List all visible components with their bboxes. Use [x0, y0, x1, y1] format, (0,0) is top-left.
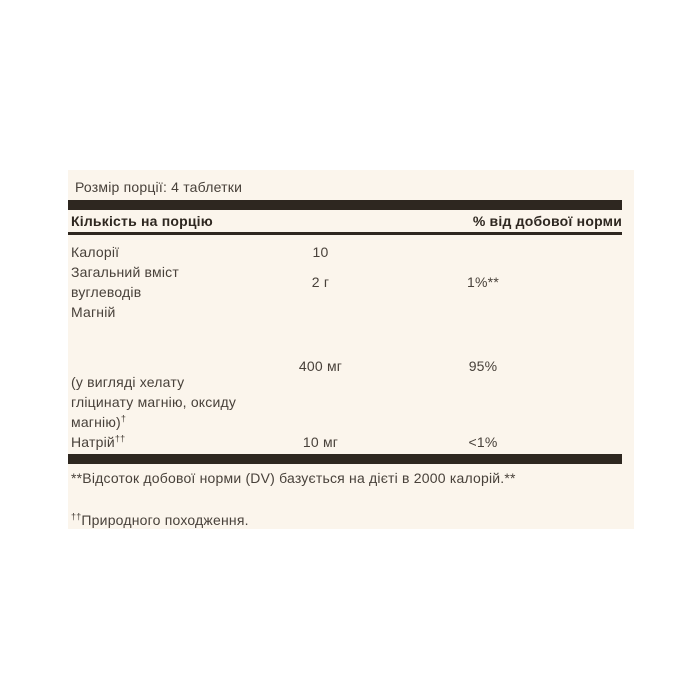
nutrient-dv: 95% — [468, 358, 498, 374]
nutrient-rows — [68, 242, 634, 452]
nutrient-label — [71, 262, 253, 302]
nutrient-form-line2: гліцинату магнію, оксиду — [71, 394, 237, 410]
nutrient-label — [71, 302, 253, 432]
double-dagger-mark: †† — [71, 511, 82, 522]
serving-size-text: Розмір порції: 4 таблетки — [75, 179, 243, 195]
table-header-row — [68, 211, 622, 231]
nutrient-form-line1: (у вигляді хелату — [71, 374, 185, 390]
nutrient-dv: 1%** — [467, 274, 499, 290]
table-row-calories — [68, 242, 622, 262]
nutrient-label: Натрій†† — [71, 433, 126, 450]
nutrient-dv — [388, 242, 578, 262]
footnote-daily-value: **Відсоток добової норми (DV) базується на дієті в 2000 калорій.** — [71, 470, 516, 486]
label-spacer — [71, 322, 253, 372]
nutrient-label-line2: вуглеводів — [71, 284, 142, 300]
header-underline-bar — [68, 232, 622, 235]
nutrient-amount: 2 г — [311, 274, 330, 290]
top-divider-bar — [68, 200, 622, 210]
footnote-natural-origin: ††Природного походження. — [71, 511, 249, 528]
nutrient-amount: 10 — [312, 244, 329, 260]
table-row-carbohydrate — [68, 262, 622, 302]
bottom-divider-bar — [68, 454, 622, 464]
nutrient-amount: 400 мг — [298, 358, 343, 374]
nutrient-name: Магній — [71, 304, 116, 320]
nutrient-dv: <1% — [468, 434, 498, 450]
nutrient-form-line3: магнію)† — [71, 413, 127, 430]
supplement-facts-panel — [68, 170, 634, 529]
table-row-sodium — [68, 432, 622, 452]
double-dagger-mark: †† — [114, 433, 126, 444]
nutrient-label-line1: Загальний вміст — [71, 264, 179, 280]
nutrient-amount: 10 мг — [302, 434, 339, 450]
table-row-magnesium — [68, 302, 622, 432]
header-amount-per-serving: Кількість на порцію — [71, 213, 213, 229]
header-percent-daily-value: % від добової норми — [472, 213, 622, 229]
dagger-mark: † — [120, 413, 127, 424]
nutrient-label: Калорії — [71, 244, 120, 260]
